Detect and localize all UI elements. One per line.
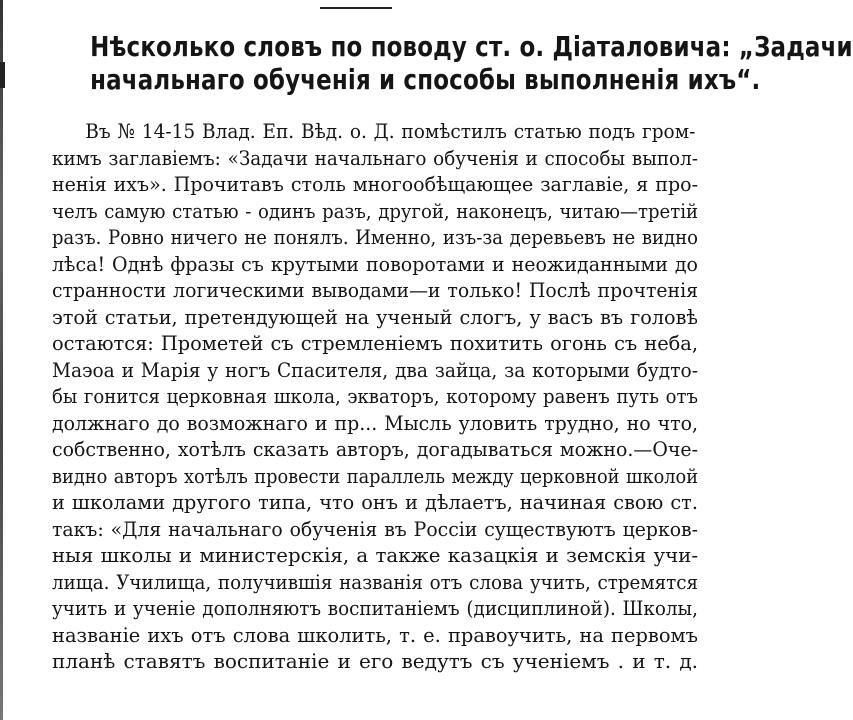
- article-line-21: планѣ ставятъ воспитаніе и его ведутъ съ ученіемъ . и т. д.: [52, 649, 698, 673]
- article-line-11: бы гонится церковная школа, экваторъ, которому равенъ путь отъ: [52, 384, 699, 408]
- article-line-2: кимъ заглавіемъ: «Задачи начальнаго обученія и способы выпол-: [52, 145, 698, 170]
- page-margin-mark: [0, 62, 5, 88]
- article-title: [90, 30, 853, 96]
- article-line-18: лища. Училища, получившія названія отъ слова учить, стремятся: [52, 569, 698, 594]
- article-line-16: такъ: «Для начальнаго обученія въ Россіи существуютъ церков-: [52, 516, 698, 541]
- page-left-edge: [0, 0, 3, 720]
- article-body: [52, 118, 698, 675]
- article-line-14: видно авторъ хотѣлъ провести параллель между церковной школой: [52, 463, 699, 488]
- article-line-8: этой статьи, претендующей на ученый слогъ, у васъ въ головѣ: [52, 304, 698, 329]
- article-line-13: собственно, хотѣлъ сказать авторъ, догадываться можно.—Оче-: [52, 437, 698, 461]
- article-line-15: и школами другого типа, что онъ и дѣлаетъ, начиная свою ст.: [52, 490, 698, 514]
- article-title-line-1: Нѣсколько словъ по поводу ст. о. Діаталовича: „Задачи: [90, 30, 853, 63]
- article-line-9: остаются: Прометей съ стремленіемъ похитить огонь съ неба,: [52, 331, 698, 355]
- article-line-19: учить и ученіе дополняютъ воспитаніемъ (дисциплиной). Школы,: [52, 596, 698, 620]
- article-line-4: челъ самую статью - одинъ разъ, другой, наконецъ, читаю—третій: [52, 198, 699, 223]
- article-line-17: ныя школы и министерскія, а также казацкія и земскія учи-: [52, 543, 699, 567]
- article-line-20: названіе ихъ отъ слова школить, т. е. правоучить, на первомъ: [52, 622, 699, 647]
- top-separator-rule: [320, 7, 392, 9]
- article-line-3: ненія ихъ». Прочитавъ столь многообѣщающее заглавіе, я про-: [52, 172, 698, 196]
- article-line-10: Маэоа и Марія у ногъ Спасителя, два зайца, за которыми будто-: [52, 357, 698, 382]
- article-title-line-2: начальнаго обученія и способы выполненія ихъ“.: [90, 63, 761, 96]
- article-line-12: должнаго до возможнаго и пр... Мысль уловить трудно, но что,: [52, 410, 699, 435]
- article-line-1: Въ № 14-15 Влад. Еп. Вѣд. о. Д. помѣстилъ статью подъ гром-: [85, 119, 696, 143]
- article-line-7: странности логическими выводами—и только! Послѣ прочтенія: [52, 278, 699, 302]
- article-line-5: разъ. Ровно ничего не понялъ. Именно, изъ-за деревьевъ не видно: [52, 225, 699, 249]
- article-line-6: лѣса! Однѣ фразы съ крутыми поворотами и неожиданными до: [52, 251, 698, 276]
